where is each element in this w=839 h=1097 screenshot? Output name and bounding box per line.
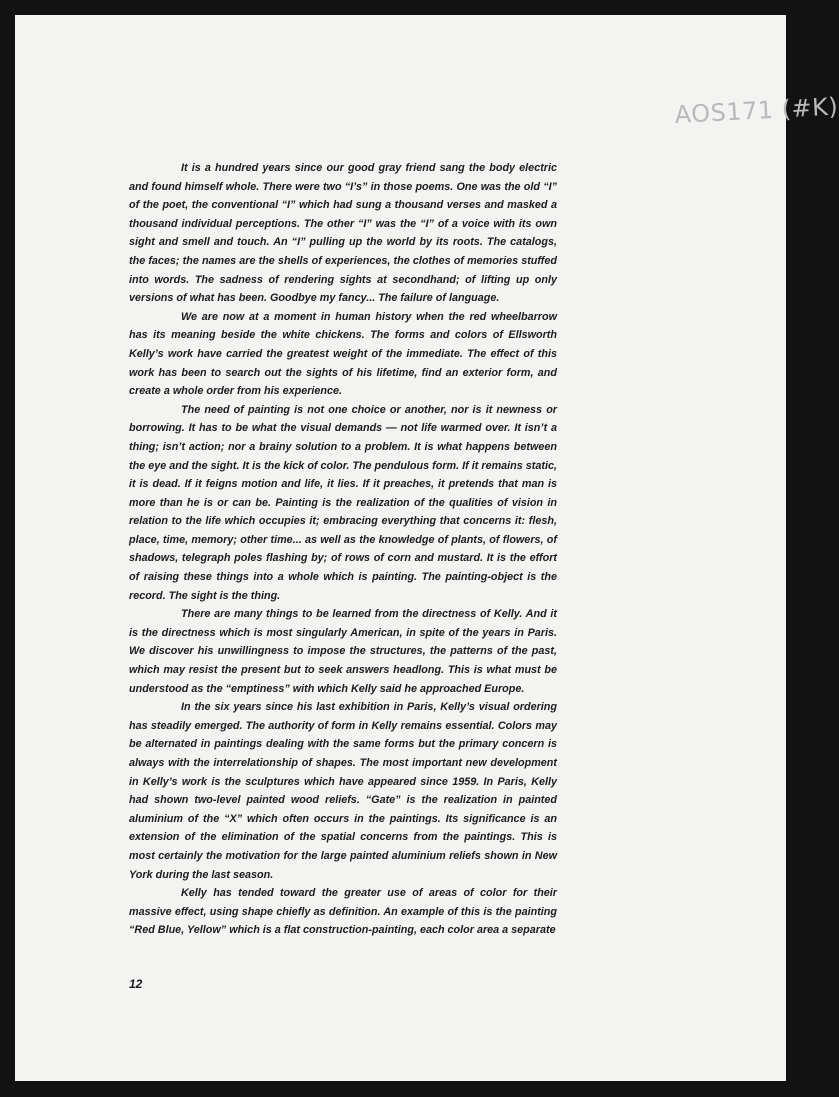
paragraph: In the six years since his last exhibition in Paris, Kelly’s visual ordering has steadily emerged. The authority of form in Kelly remains essential. Colors may be alternated in paintings dealing with the same forms but the primary concern is always with the interrelationship of shapes. The most important new development in Kelly’s work is the sculptures which have appeared since 1959. In Paris, Kelly had shown two-level painted wood reliefs. “Gate” is the realization in painted aluminium of the “X” which often occurs in the paintings. Its significance is an extension of the elimination of the spatial concerns from the paintings. This is most certainly the motivation for the large painted aluminium reliefs shown in New York during the last season. [129, 701, 557, 881]
handwritten-catalog-annotation: AOS171 (#K) [674, 92, 839, 129]
paragraph: There are many things to be learned from the directness of Kelly. And it is the directness which is most singularly American, in spite of the years in Paris. We discover his unwillingness to impose the structures, the patterns of the past, which may resist the present but to seek answers headlong. This is what must be understood as the “emptiness” with which Kelly said he approached Europe. [129, 608, 557, 695]
paragraph: We are now at a moment in human history when the red wheelbarrow has its meaning beside the white chickens. The forms and colors of Ellsworth Kelly’s work have carried the greatest weight of the immediate. The effect of this work has been to search out the sights of his lifetime, find an exterior form, and create a whole order from his experience. [129, 310, 557, 398]
document-page [15, 15, 839, 1081]
page-number: 12 [129, 977, 143, 991]
essay-body [129, 159, 557, 940]
paragraph: It is a hundred years since our good gray friend sang the body electric and found himself whole. There were two “I’s” in those poems. One was the old “I” of the poet, the conventional “I” which had sung a thousand verses and masked a thousand individual perceptions. The other “I” was the “I” of a voice with its own sight and smell and touch. An “I” pulling up the world by its roots. The catalogs, the faces; the names are the shells of experiences, the clothes of memories stuffed into words. The sadness of rendering sights at secondhand; of lifting up only versions of what has been. Goodbye my fancy... The failure of language. [129, 162, 557, 305]
paragraph: The need of painting is not one choice or another, nor is it newness or borrowing. It has to be what the visual demands — not life warmed over. It isn’t a thing; isn’t action; nor a brainy solution to a problem. It is what happens between the eye and the sight. It is the kick of color. The pendulous form. If it remains static, it is dead. If it feigns motion and life, it lies. If it preaches, it pretends that man is more than he is or can be. Painting is the realization of the qualities of vision in relation to the life which occupies it; embracing everything that concerns it: flesh, place, time, memory; other time... as well as the knowledge of plants, of flowers, of shadows, telegraph poles flashing by; of rows of corn and mustard. It is the effort of raising these things into a whole which is painting. The painting-object is the record. The sight is the thing. [129, 403, 557, 602]
paragraph: Kelly has tended toward the greater use of areas of color for their massive effect, using shape chiefly as definition. An example of this is the painting “Red Blue, Yellow” which is a flat construction-painting, each color area a separate [129, 887, 557, 937]
